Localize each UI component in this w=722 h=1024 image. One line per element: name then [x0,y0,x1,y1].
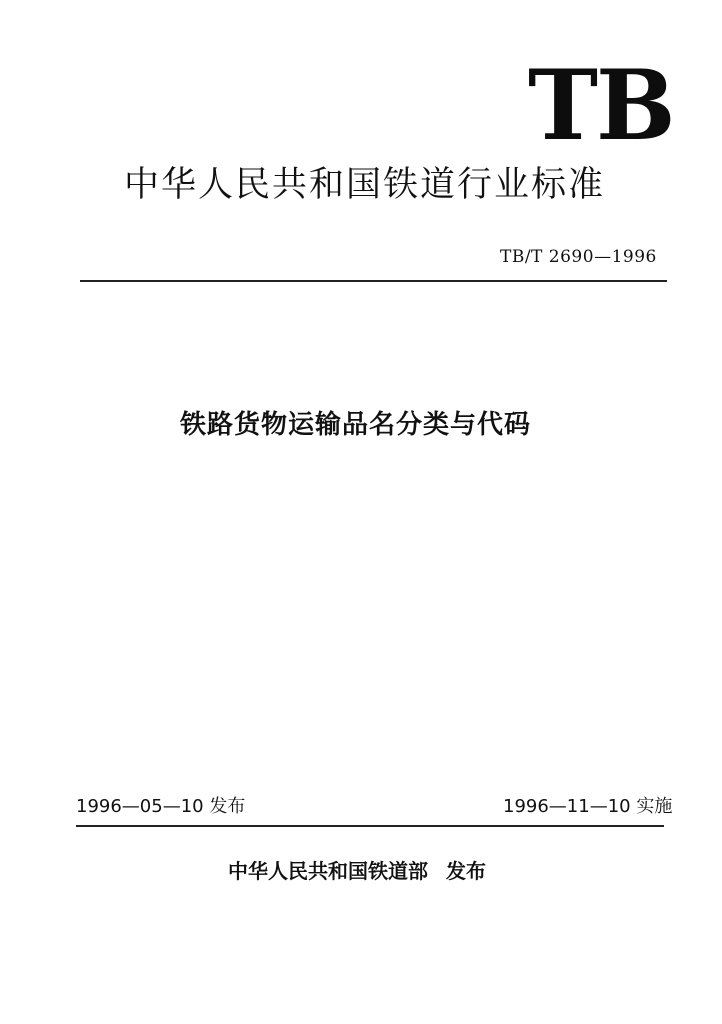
issuer-line [228,855,486,884]
tb-logo: TB [528,49,674,162]
standard-number: TB/T 2690—1996 [500,247,657,267]
implementation-date: 1996—11—10 实施 [503,796,673,817]
standard-category-title: 中华人民共和国铁道行业标准 [124,165,606,205]
issuer-action: 发布 [446,859,486,883]
bottom-divider [76,825,664,827]
issuer-name: 中华人民共和国铁道部 [228,859,428,883]
top-divider [80,280,667,282]
document-title: 铁路货物运输品名分类与代码 [180,410,532,440]
issue-date: 1996—05—10 发布 [76,796,246,817]
